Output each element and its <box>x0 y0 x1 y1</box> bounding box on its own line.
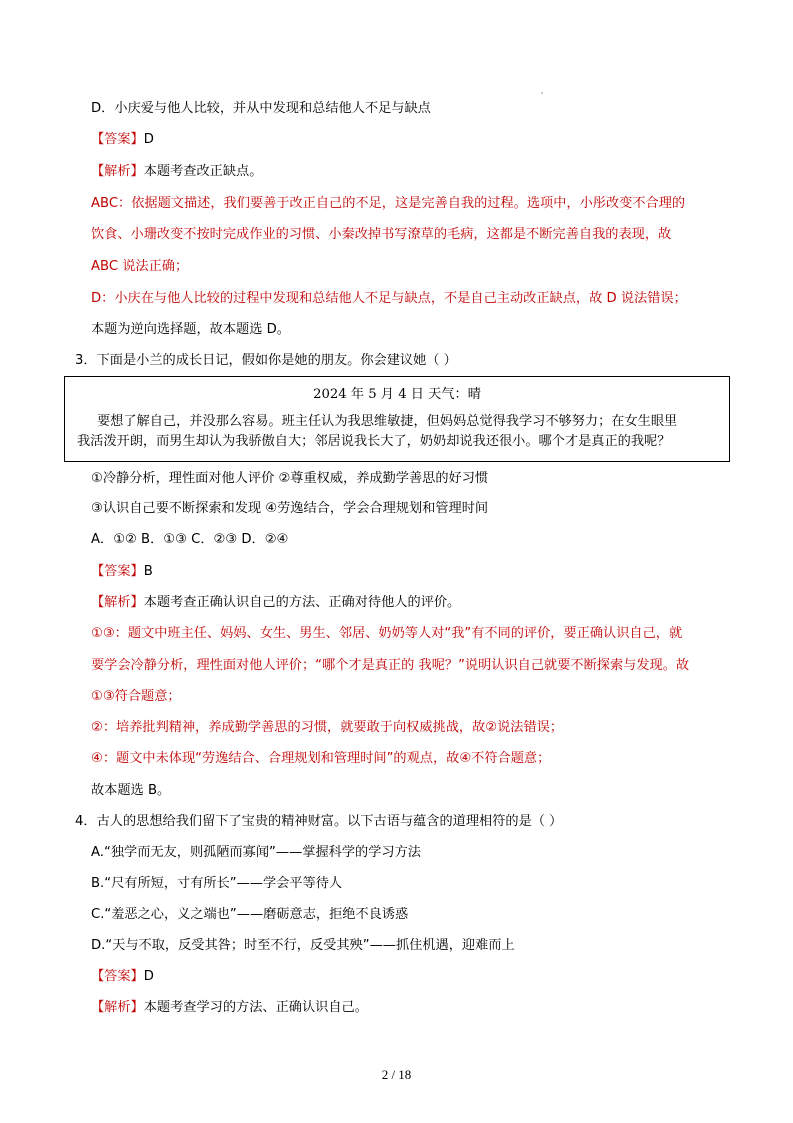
q3-analysis-line: ①③符合题意； <box>91 689 181 704</box>
answer-value: D <box>143 132 154 147</box>
answer-tag: 【答案】 <box>91 969 144 984</box>
q3-analysis <box>91 593 460 613</box>
page-number: 2 / 18 <box>381 1067 412 1082</box>
analysis-tag: 【解析】 <box>91 595 144 610</box>
analysis-tag: 【解析】 <box>91 164 144 179</box>
answer-value: D <box>143 969 154 984</box>
q2-analysis-line: ABC：依据题文描述，我们要善于改正自己的不足，这是完善自我的过程。选项中，小彤改变不合理的 <box>91 196 686 211</box>
q3-items: ③认识自己要不断探索和发现 ④劳逸结合，学会合理规划和管理时间 <box>91 501 489 516</box>
diary-line: 要想了解自己，并没那么容易。班主任认为我思维敏捷，但妈妈总觉得我学习不够努力；在女生眼里 <box>97 414 678 429</box>
diary-line: 我活泼开朗，而男生却认为我骄傲自大；邻居说我长大了，奶奶却说我还很小。哪个才是真正的我呢？ <box>77 434 671 449</box>
analysis-text: 本题考查改正缺点。 <box>143 164 263 179</box>
analysis-text: 本题考查正确认识自己的方法、正确对待他人的评价。 <box>143 595 461 610</box>
q2-option-d: D．小庆爱与他人比较，并从中发现和总结他人不足与缺点 <box>91 101 431 116</box>
q2-analysis-line: ABC 说法正确； <box>91 259 189 274</box>
scan-speck <box>541 92 543 94</box>
q3-items: ①冷静分析，理性面对他人评价 ②尊重权威，养成勤学善思的好习惯 <box>91 471 489 486</box>
q4-option-a: A.“独学而无友，则孤陋而寡闻”——掌握科学的学习方法 <box>91 845 421 860</box>
q2-answer <box>91 130 154 150</box>
q3-analysis-line: 要学会冷静分析，理性面对他人评价；“哪个才是真正的 我呢？”说明认识自己就要不断探索与发现。故 <box>91 658 690 673</box>
q2-analysis-line: D：小庆在与他人比较的过程中发现和总结他人不足与缺点，不是自己主动改正缺点，故 D 说法错误； <box>91 291 687 306</box>
q4-answer <box>91 967 154 987</box>
q4-option-b: B.“尺有所短，寸有所长”——学会平等待人 <box>91 876 343 891</box>
analysis-tag: 【解析】 <box>91 1000 144 1015</box>
q3-analysis-line: ④：题文中未体现“劳逸结合、合理规划和管理时间”的观点，故④不符合题意； <box>91 751 551 766</box>
q2-conclusion: 本题为逆向选择题，故本题选 D。 <box>91 322 290 337</box>
diary-box <box>64 376 730 462</box>
analysis-text: 本题考查学习的方法、正确认识自己。 <box>143 1000 368 1015</box>
q3-analysis-line: ①③：题文中班主任、妈妈、女生、男生、邻居、奶奶等人对“我”有不同的评价，要正确认识自己，就 <box>91 626 683 641</box>
answer-value: B <box>143 564 153 579</box>
answer-tag: 【答案】 <box>91 564 144 579</box>
q4-option-c: C.“羞恶之心，义之端也”——磨砺意志，拒绝不良诱惑 <box>91 907 409 922</box>
q3-analysis-line: ②：培养批判精神，养成勤学善思的习惯，就要敢于向权威挑战，故②说法错误； <box>91 720 564 735</box>
q3-stem: 3．下面是小兰的成长日记，假如你是她的朋友。你会建议她（ ） <box>75 353 457 368</box>
q3-conclusion: 故本题选 B。 <box>91 783 171 798</box>
q3-options: A．①② B．①③ C．②③ D．②④ <box>91 532 289 547</box>
q4-stem: 4．古人的思想给我们留下了宝贵的精神财富。以下古语与蕴含的道理相符的是（ ） <box>75 814 563 829</box>
q4-option-d: D.“天与不取，反受其咎；时至不行，反受其殃”——抓住机遇，迎难而上 <box>91 938 515 953</box>
q2-analysis <box>91 162 262 182</box>
answer-tag: 【答案】 <box>91 132 144 147</box>
q3-answer <box>91 562 153 582</box>
diary-title: 2024 年 5 月 4 日 天气：晴 <box>313 387 481 402</box>
q2-analysis-line: 饮食、小珊改变不按时完成作业的习惯、小秦改掉书写潦草的毛病，这都是不断完善自我的表现，故 <box>91 227 672 242</box>
q4-analysis <box>91 998 368 1018</box>
